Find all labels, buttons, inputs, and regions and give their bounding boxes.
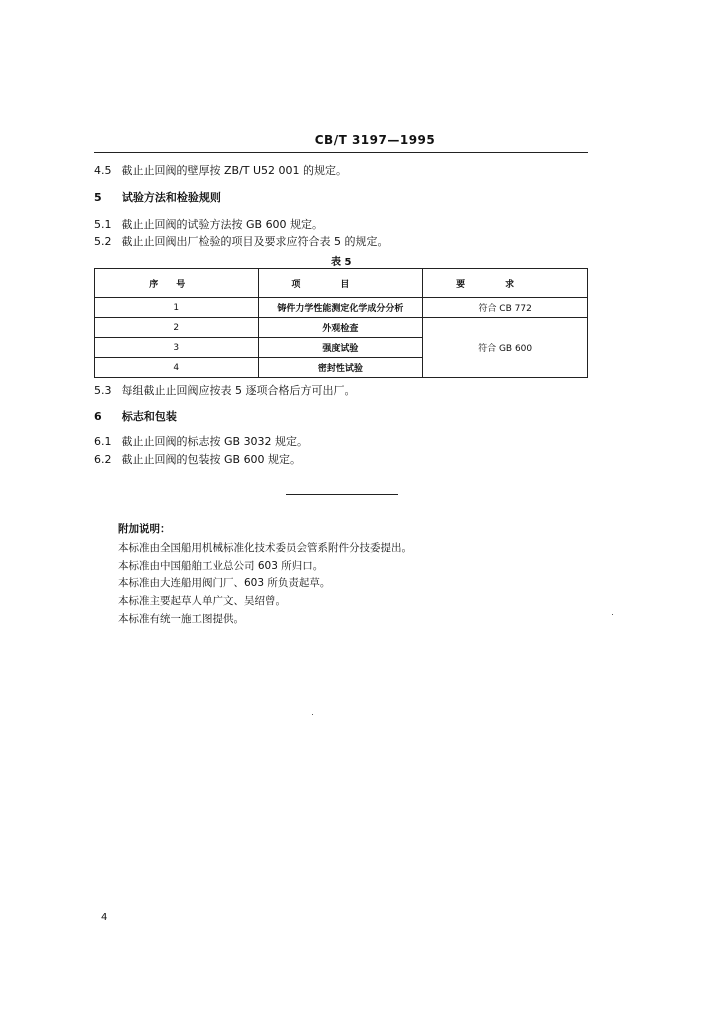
notes-line: 本标准主要起草人单广文、吴绍曾。	[118, 595, 286, 607]
cell-item: 密封性试验	[258, 358, 423, 378]
section-5-heading	[94, 191, 221, 205]
cell-seq: 1	[95, 298, 259, 318]
notes-title: 附加说明：	[118, 523, 171, 535]
cell-seq: 4	[95, 358, 259, 378]
section-title: 标志和包装	[121, 410, 177, 423]
clause-4-5	[94, 164, 347, 178]
header-rule	[94, 152, 588, 153]
clause-5-1	[94, 218, 323, 232]
cell-seq: 3	[95, 338, 259, 358]
clause-number: 6.2	[94, 453, 112, 466]
clause-6-2	[94, 453, 301, 467]
clause-5-3	[94, 384, 356, 398]
section-number: 6	[94, 410, 102, 423]
clause-text: 截止止回阀的试验方法按 GB 600 规定。	[121, 218, 324, 231]
clause-5-2	[94, 235, 389, 249]
table-header-row	[95, 269, 588, 298]
page-number: 4	[101, 912, 108, 923]
table-row	[95, 318, 588, 338]
clause-text: 截止止回阀的包装按 GB 600 规定。	[121, 453, 302, 466]
clause-text: 截止止回阀的壁厚按 ZB/T U52 001 的规定。	[121, 164, 348, 177]
clause-text: 截止止回阀出厂检验的项目及要求应符合表 5 的规定。	[121, 235, 389, 248]
clause-number: 5.2	[94, 235, 112, 248]
header-item: 项目	[258, 269, 423, 298]
clause-text: 每组截止止回阀应按表 5 逐项合格后方可出厂。	[121, 384, 356, 397]
scan-speck	[312, 714, 313, 715]
notes-line: 本标准由大连船用阀门厂、603 所负责起草。	[118, 577, 331, 589]
clause-number: 6.1	[94, 435, 112, 448]
header-requirement: 要求	[423, 269, 588, 298]
table-row	[95, 298, 588, 318]
notes-line: 本标准由全国船用机械标准化技术委员会管系附件分技委提出。	[118, 542, 412, 554]
header-seq: 序号	[95, 269, 259, 298]
standard-code-header: CB/T 3197—1995	[314, 133, 436, 147]
notes-line: 本标准有统一施工图提供。	[118, 613, 244, 625]
clause-text: 截止止回阀的标志按 GB 3032 规定。	[121, 435, 309, 448]
clause-6-1	[94, 435, 308, 449]
cell-seq: 2	[95, 318, 259, 338]
clause-number: 5.3	[94, 384, 112, 397]
section-number: 5	[94, 191, 102, 204]
cell-requirement: 符合 GB 600	[423, 318, 588, 378]
cell-item: 铸件力学性能测定化学成分分析	[258, 298, 423, 318]
clause-number: 5.1	[94, 218, 112, 231]
notes-line: 本标准由中国船舶工业总公司 603 所归口。	[118, 560, 324, 572]
scan-speck	[612, 614, 613, 615]
section-6-heading	[94, 410, 177, 424]
section-title: 试验方法和检验规则	[121, 191, 221, 204]
cell-requirement: 符合 CB 772	[423, 298, 588, 318]
section-separator	[286, 494, 398, 495]
inspection-table	[94, 268, 588, 378]
cell-item: 外观检查	[258, 318, 423, 338]
clause-number: 4.5	[94, 164, 112, 177]
cell-item: 强度试验	[258, 338, 423, 358]
table-caption: 表 5	[331, 257, 352, 268]
